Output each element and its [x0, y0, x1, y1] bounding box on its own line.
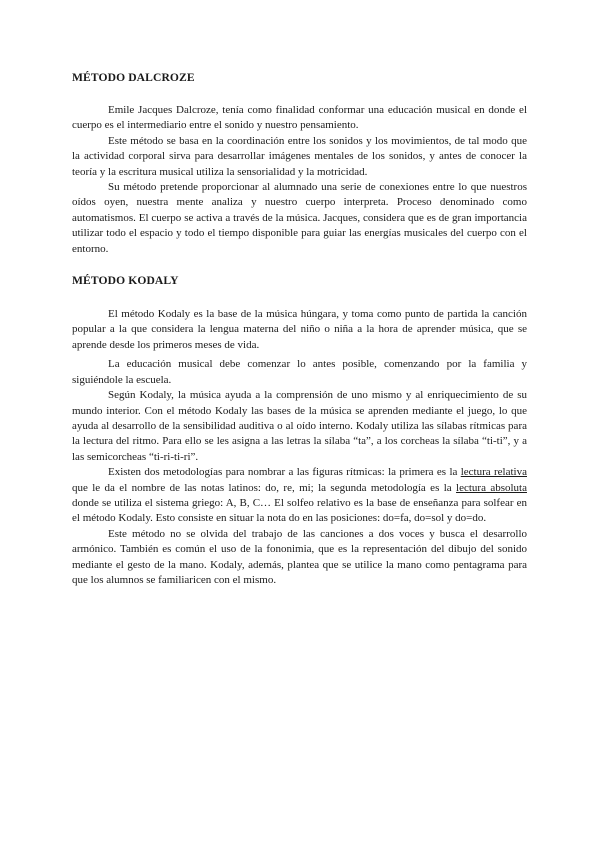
paragraph: Este método no se olvida del trabajo de las canciones a dos voces y busca el desarrollo armónico. También es común el uso de la fononimia, que es la representación del dibujo del sonido mediante el gesto de la mano. Kodaly, además, plantea que se utilice la mano como pentagrama para que los alumnos se familiaricen con el mismo. [72, 527, 527, 586]
section-kodaly [72, 273, 527, 588]
underlined-term-lectura-absoluta: lectura absoluta [456, 481, 527, 494]
paragraph: La educación musical debe comenzar lo antes posible, comenzando por la familia y siguiéndole la escuela. [72, 358, 527, 386]
document-page [72, 70, 527, 588]
section-dalcroze [72, 70, 527, 257]
paragraph: Este método se basa en la coordinación entre los sonidos y los movimientos, de tal modo que la actividad corporal sirva para desarrollar imágenes mentales de los sonidos, y antes de conocer la teoría y la escritura musical utiliza la sensorialidad y la motricidad. [72, 134, 527, 178]
text-run: que le da el nombre de las notas latinos: do, re, mi; la segunda metodología es la [72, 481, 457, 494]
underlined-term-lectura-relativa: lectura relativa [460, 466, 527, 479]
text-run: Existen dos metodologías para nombrar a las figuras rítmicas: la primera es la [108, 466, 461, 479]
paragraph: Emile Jacques Dalcroze, tenía como finalidad conformar una educación musical en donde el cuerpo es el intermediario entre el sonido y nuestro pensamiento. [72, 104, 527, 132]
text-run: donde se utiliza el sistema griego: A, B, C… El solfeo relativo es la base de enseñanza para solfear en el método Kodaly. Esto consiste en situar la nota do en las posiciones: do=fa, do=sol y do=do. [72, 496, 527, 525]
paragraph: El método Kodaly es la base de la música húngara, y toma como punto de partida la canción popular a la que considera la lengua materna del niño o niña a la hora de aprender música, que se aprende desde los primeros meses de vida. [72, 308, 527, 351]
paragraph: Según Kodaly, la música ayuda a la comprensión de uno mismo y al enriquecimiento de su mundo interior. Con el método Kodaly las bases de la música se aprenden mediante el juego, lo que ayuda al desarrollo de la sensibilidad auditiva o al oído interno. Kodaly utiliza las sílabas rítmicas para la lectura del ritmo. Para ello se les asigna a las letras la sílaba “ta”, a los corcheas la sílaba “ti-ti”, y a las semicorcheas “ti-ri-ti-ri”. [72, 389, 527, 463]
heading-kodaly: MÉTODO KODALY [72, 274, 179, 288]
heading-dalcroze: MÉTODO DALCROZE [72, 71, 195, 84]
paragraph [72, 465, 527, 527]
paragraph: Su método pretende proporcionar al alumnado una serie de conexiones entre lo que nuestros oídos oyen, nuestra mente analiza y nuestro cuerpo interpreta. Proceso denominado como automatismos. El cuerpo se activa a través de la música. Jacques, considera que es de gran importancia utilizar todo el espacio y todo el tiempo disponible para guiar las energías musicales del cuerpo con el entorno. [72, 181, 527, 255]
